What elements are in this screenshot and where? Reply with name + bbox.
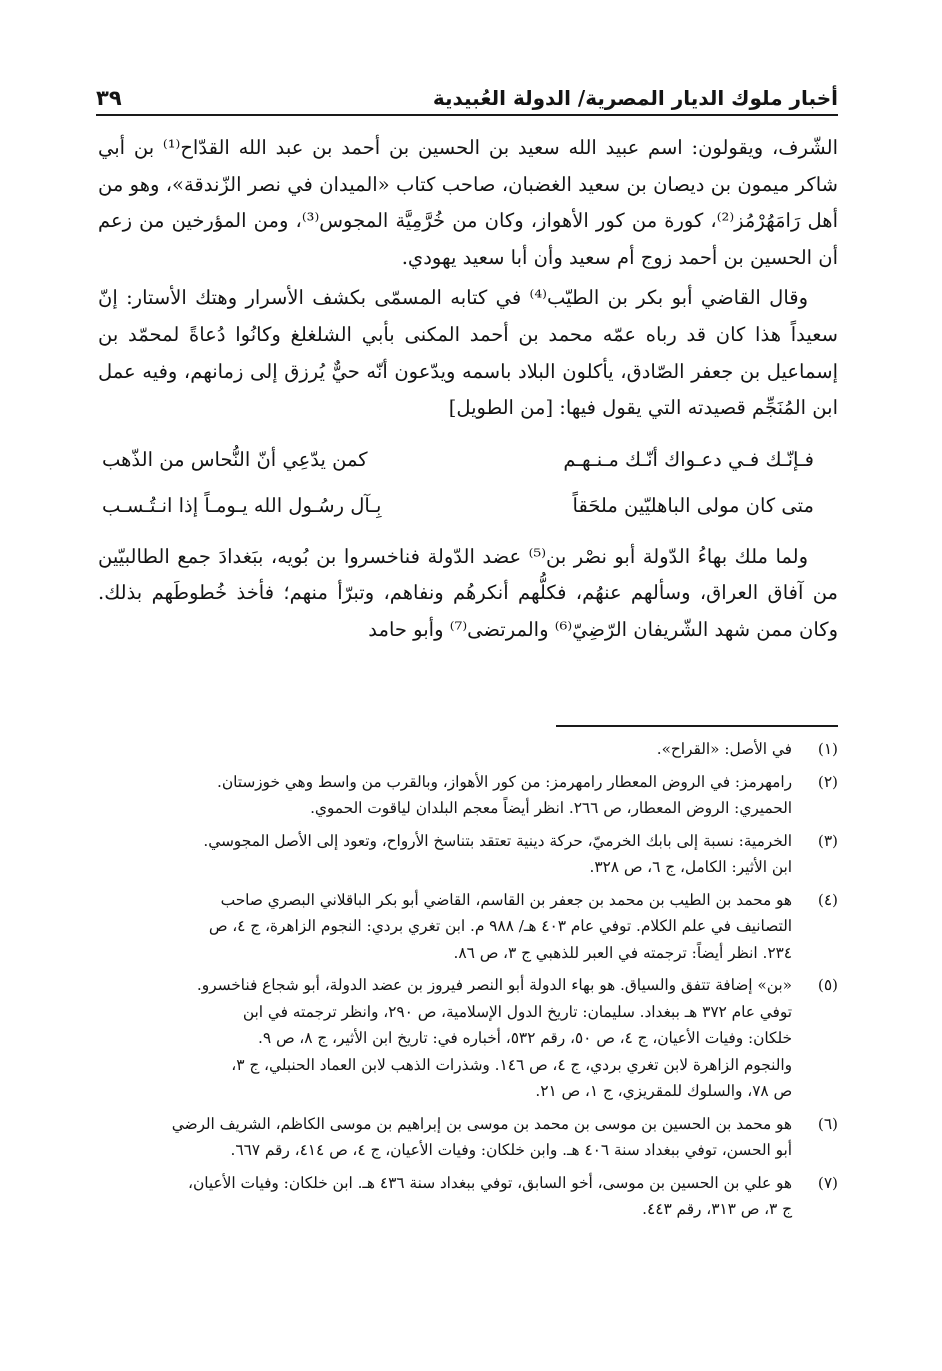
footnote-text bbox=[96, 769, 792, 822]
verse-line bbox=[98, 483, 838, 529]
paragraph-2: وقال القاضي أبو بكر بن الطيّب⁽⁴⁾ في كتابه المسمّى بكشف الأسرار وهتك الأستار: إنّ سعيداً هذا كان قد رباه عمّه محمد بن أحمد المكنى بأبي الشلغلغ وكانُوا دُعاةً لمحمّد بن إسماعيل بن جعفر الصّادق، يأكلون البلاد باسمه ويدّعون أنّه حيٌّ يُرزق إلى زمانهم، وفيه عمل ابن المُنَجِّم قصيدته التي يقول فيها: [من الطويل] bbox=[98, 286, 838, 420]
footnote-rule bbox=[556, 725, 838, 727]
footnote-text bbox=[96, 1170, 792, 1223]
footnote-7 bbox=[96, 1170, 838, 1223]
footnote-number: (٤) bbox=[817, 890, 838, 909]
running-head bbox=[96, 72, 838, 112]
footnotes bbox=[96, 736, 838, 1229]
footnote-line: الحميري: الروض المعطار، ص ٢٦٦. انظر أيضاً معجم البلدان لياقوت الحموي. bbox=[310, 799, 792, 817]
footnote-line: هو محمد بن الحسين بن موسى بن محمد بن موسى بن إبراهيم بن موسى الكاظم، الشريف الرضي bbox=[171, 1114, 792, 1133]
poem bbox=[98, 437, 838, 529]
verse-second-hemistich: بِـآل رسُـول الله يـومـاً إذا انـتُـسـب bbox=[102, 493, 382, 517]
footnote-line: ص ٧٨، والسلوك للمقريزي، ج ١، ص ٢١. bbox=[535, 1082, 792, 1100]
footnote-number: (٣) bbox=[817, 831, 838, 850]
footnote-line: أبو الحسن، توفي ببغداد سنة ٤٠٦ هـ. وابن خلكان: وفيات الأعيان، ج ٤، ص ٤١٤، رقم ٦٦٧. bbox=[230, 1141, 792, 1159]
footnote-text bbox=[96, 736, 792, 763]
footnote-number: (٥) bbox=[817, 976, 838, 994]
paragraph-3: ولما ملك بهاءُ الدّولة أبو نصْر بن⁽⁵⁾ عضد الدّولة فناخسروا بن بُويه، ببَغدادَ جمع الطالبيّين من آفاق العراق، وسألهم عنهُم، فكلُّهم أنكرهُم ونفاهم، وتبرّأ منهم؛ فأخذ خُطوطَهم بذلك. وكان ممن شهد الشّريفان الرّضِيّ⁽⁶⁾ والمرتضى⁽⁷⁾ وأبو حامد bbox=[98, 544, 838, 641]
footnote-line: ج ٣، ص ٣١٣، رقم ٤٤٣. bbox=[642, 1200, 792, 1218]
header-rule bbox=[96, 114, 838, 116]
footnote-line: في الأصل: «القراح». bbox=[656, 740, 792, 758]
footnote-3 bbox=[96, 828, 838, 881]
footnote-line: توفي عام ٣٧٢ هـ ببغداد. سليمان: تاريخ الدول الإسلامية، ص ٢٩٠، وانظر ترجمته في ابن bbox=[242, 1002, 792, 1021]
footnote-text bbox=[96, 1111, 792, 1164]
paragraph-1: الشّرف، ويقولون: اسم عبيد الله سعيد بن الحسين بن أحمد بن عبد الله القدّاح⁽¹⁾ بن أبي شاكر ميمون بن ديصان بن سعيد الغضبان، صاحب كتاب «الميدان في نصر الزّندقة»، وهو من أهل رَامَهُرْمُز⁽²⁾، كورة من كور الأهواز، وكان من خُرَّمِيَّة المجوس⁽³⁾، ومن المؤرخين من زعم أن الحسين بن أحمد زوج أم سعيد وأن أبا سعيد يهودي. bbox=[98, 136, 838, 269]
footnote-line: هو علي بن الحسين بن موسى، أخو السابق، توفي ببغداد سنة ٤٣٦ هـ. ابن خلكان: وفيات الأعيان، bbox=[188, 1173, 792, 1192]
footnote-5 bbox=[96, 972, 838, 1105]
verse-line bbox=[98, 437, 838, 483]
verse-first-hemistich: متى كان مولى الباهليّين ملحَقاً bbox=[572, 493, 814, 517]
running-title: أخبار ملوك الديار المصرية/ الدولة العُبيدية bbox=[432, 86, 838, 110]
footnote-2 bbox=[96, 769, 838, 822]
footnote-line: الخرمية: نسبة إلى بابك الخرميّ، حركة دينية تعتقد بتناسخ الأرواح، وتعود إلى الأصل المجوسي. bbox=[203, 831, 792, 850]
footnote-line: هو محمد بن الطيب بن محمد بن جعفر بن القاسم، القاضي أبو بكر الباقلاني البصري صاحب bbox=[220, 890, 792, 909]
footnote-line: ابن الأثير: الكامل، ج ٦، ص ٣٢٨. bbox=[589, 858, 792, 876]
footnote-text bbox=[96, 828, 792, 881]
main-text bbox=[98, 130, 838, 649]
footnote-line: رامهرمز: في الروض المعطار رامهرمز: من كور الأهواز، وبالقرب من واسط وهي خوزستان. bbox=[216, 772, 792, 791]
footnote-text bbox=[96, 972, 792, 1105]
footnote-number: (١) bbox=[817, 740, 838, 758]
footnote-number: (٢) bbox=[817, 772, 838, 791]
footnote-line: خلكان: وفيات الأعيان، ج ٤، ص ٥٠، رقم ٥٣٢، أخباره في: تاريخ ابن الأثير، ج ٨، ص ٩. bbox=[257, 1029, 792, 1047]
footnote-4 bbox=[96, 887, 838, 967]
page-number: ٣٩ bbox=[96, 86, 122, 110]
footnote-text bbox=[96, 887, 792, 967]
footnote-number: (٧) bbox=[817, 1173, 838, 1192]
footnote-line: «بن» إضافة تتفق والسياق. هو بهاء الدولة أبو النصر فيروز بن عضد الدولة، أبو شجاع فناخسرو. bbox=[196, 976, 792, 994]
footnote-line: ٢٣٤. انظر أيضاً: ترجمته في العبر للذهبي ج ٣، ص ٨٦. bbox=[453, 943, 792, 962]
footnote-line: التصانيف في علم الكلام. توفي عام ٤٠٣ هـ/ ٩٨٨ م. ابن تغري بردي: النجوم الزاهرة، ج ٤، ص bbox=[208, 917, 792, 935]
footnote-line: والنجوم الزاهرة لابن تغري بردي، ج ٤، ص ١٤٦. وشذرات الذهب لابن العماد الحنبلي، ج ٣، bbox=[231, 1055, 792, 1074]
footnote-6 bbox=[96, 1111, 838, 1164]
footnote-number: (٦) bbox=[817, 1114, 838, 1133]
footnote-1 bbox=[96, 736, 838, 763]
verse-first-hemistich: فـإنّـك فـي دعـواك أنّـك مـنـهـم bbox=[563, 447, 814, 471]
verse-second-hemistich: كمن يدّعِي أنّ النُّحاس من الذّهب bbox=[102, 447, 368, 471]
